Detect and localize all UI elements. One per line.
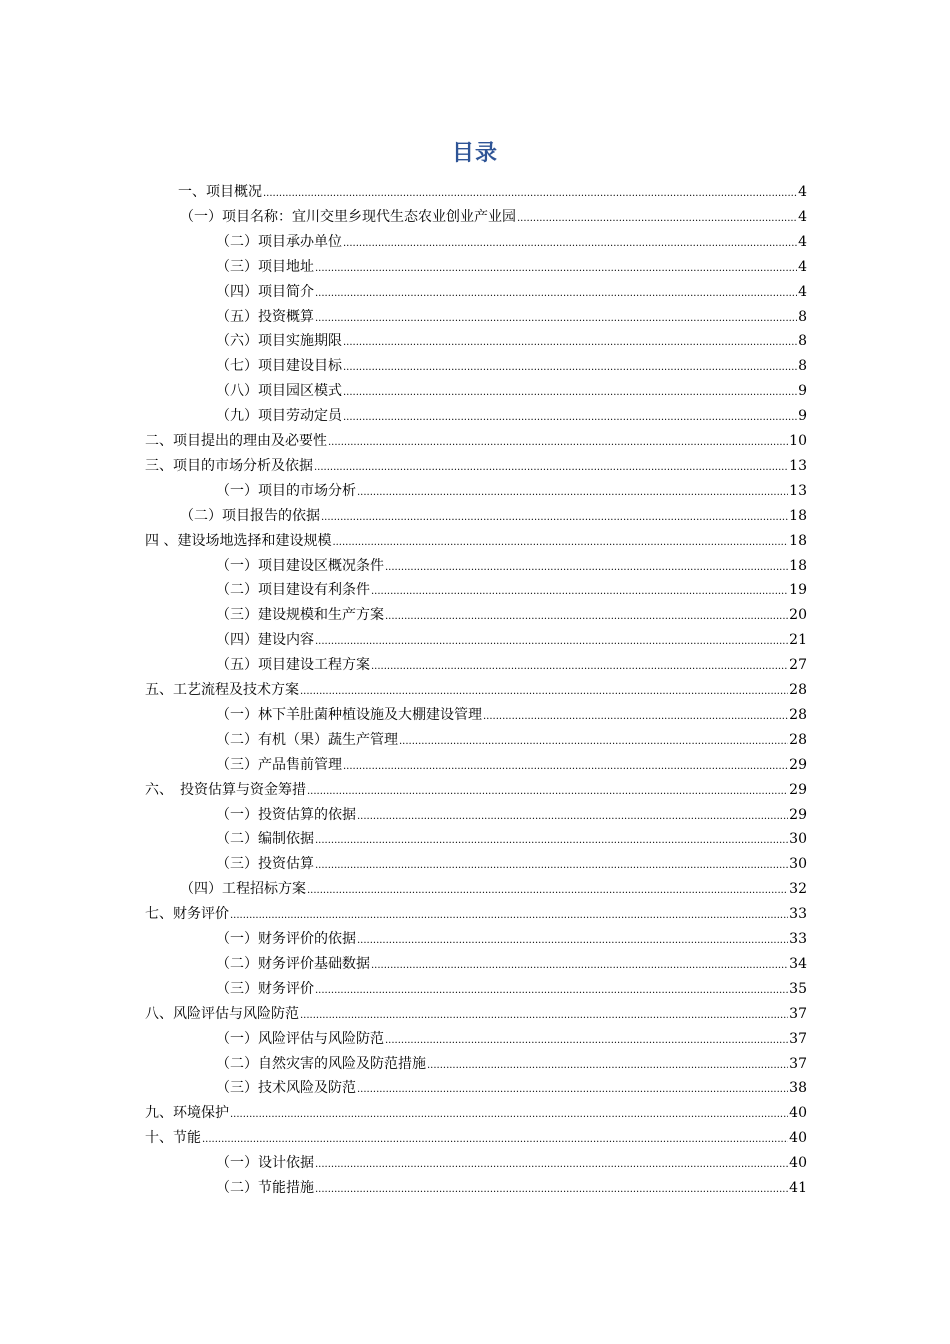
toc-entry-label: （六）项目实施期限 [216, 333, 342, 350]
toc-entry[interactable] [216, 729, 807, 751]
toc-entry[interactable] [216, 281, 807, 303]
toc-dot-leader [357, 1079, 788, 1101]
toc-entry-page-number: 27 [789, 657, 807, 674]
toc-dot-leader [314, 457, 788, 479]
toc-entry-page-number: 19 [789, 582, 807, 599]
toc-dot-leader [315, 855, 788, 877]
toc-dot-leader [307, 880, 788, 902]
toc-entry-label: （二）项目建设有利条件 [216, 582, 370, 599]
toc-entry-page-number: 28 [789, 706, 807, 723]
toc-entry[interactable] [216, 853, 807, 875]
toc-entry-label: （二）财务评价基础数据 [216, 955, 370, 972]
toc-dot-leader [300, 1005, 788, 1027]
toc-dot-leader [343, 382, 797, 404]
toc-entry-page-number: 18 [789, 532, 807, 549]
toc-entry-label: （二）编制依据 [216, 831, 314, 848]
toc-entry-page-number: 13 [789, 457, 807, 474]
toc-entry-page-number: 30 [789, 831, 807, 848]
toc-entry-label: （七）项目建设目标 [216, 358, 342, 375]
toc-dot-leader [300, 681, 788, 703]
toc-dot-leader [307, 781, 788, 803]
toc-entry-label: 七、财务评价 [145, 906, 229, 923]
toc-dot-leader [343, 407, 797, 429]
toc-entry-page-number: 37 [789, 1055, 807, 1072]
toc-entry-label: （一）林下羊肚菌种植设施及大棚建设管理 [216, 706, 482, 723]
toc-entry[interactable] [216, 480, 807, 502]
toc-entry-label: （三）建设规模和生产方案 [216, 607, 384, 624]
toc-dot-leader [230, 1104, 788, 1126]
toc-entry[interactable] [145, 430, 807, 452]
toc-entry-label: （一）项目建设区概况条件 [216, 557, 384, 574]
toc-entry-label: （四）建设内容 [216, 632, 314, 649]
toc-entry-page-number: 30 [789, 856, 807, 873]
toc-entry-page-number: 10 [789, 433, 807, 449]
toc-entry-page-number: 41 [789, 1180, 807, 1196]
toc-entry-label: （三）投资估算 [216, 856, 314, 873]
toc-entry-label: （三）项目地址 [216, 258, 314, 275]
toc-entry[interactable] [216, 306, 807, 328]
toc-entry[interactable] [216, 579, 807, 601]
toc-entry-page-number: 4 [798, 184, 807, 200]
toc-entry-label: 九、环境保护 [145, 1105, 229, 1122]
toc-dot-leader [315, 258, 797, 280]
toc-entry[interactable] [216, 953, 807, 975]
toc-entry[interactable] [145, 1003, 807, 1025]
toc-entry-page-number: 32 [789, 881, 807, 898]
toc-entry-label: （一）投资估算的依据 [216, 806, 356, 823]
toc-entry-label: （二）项目报告的依据 [180, 507, 320, 524]
toc-dot-leader [385, 1030, 788, 1052]
toc-entry[interactable] [216, 704, 807, 726]
toc-dot-leader [202, 1129, 788, 1151]
toc-dot-leader [343, 357, 797, 379]
toc-entry[interactable] [145, 455, 807, 477]
toc-entry-page-number: 40 [789, 1105, 807, 1122]
toc-entry-page-number: 37 [789, 1030, 807, 1047]
toc-dot-leader [315, 1179, 788, 1201]
toc-entry-label: （一）项目名称：宜川交里乡现代生态农业创业产业园 [180, 208, 516, 225]
toc-entry[interactable] [216, 828, 807, 850]
toc-dot-leader [385, 557, 788, 579]
toc-entry-page-number: 33 [789, 931, 807, 947]
toc-dot-leader [315, 308, 797, 330]
toc-dot-leader [263, 183, 797, 205]
toc-entry-page-number: 33 [789, 906, 807, 923]
toc-entry-label: （三）财务评价 [216, 980, 314, 997]
toc-entry-page-number: 37 [789, 1005, 807, 1022]
toc-entry-label: （三）产品售前管理 [216, 756, 342, 773]
toc-entry-label: （二）自然灾害的风险及防范措施 [216, 1055, 426, 1072]
toc-entry[interactable] [216, 804, 807, 826]
toc-entry-label: 六、 投资估算与资金筹措 [145, 781, 306, 798]
toc-entry-label: 二、项目提出的理由及必要性 [145, 433, 327, 449]
toc-entry[interactable] [216, 1028, 807, 1050]
toc-entry-label: （一）项目的市场分析 [216, 482, 356, 499]
toc-entry-page-number: 28 [789, 682, 807, 698]
toc-entry-page-number: 34 [789, 955, 807, 972]
toc-entry-page-number: 13 [789, 482, 807, 499]
toc-entry-label: （四）工程招标方案 [180, 881, 306, 898]
toc-dot-leader [230, 905, 788, 927]
toc-entry-page-number: 9 [798, 408, 807, 425]
toc-entry-label: （二）项目承办单位 [216, 233, 342, 250]
toc-entry-page-number: 8 [798, 308, 807, 325]
toc-entry-label: 一、项目概况 [178, 184, 262, 200]
toc-dot-leader [315, 830, 788, 852]
toc-entry[interactable] [145, 903, 807, 925]
toc-entry[interactable] [216, 380, 807, 402]
toc-dot-leader [357, 482, 788, 504]
toc-entry[interactable] [216, 1077, 807, 1099]
toc-entry-label: 五、工艺流程及技术方案 [145, 682, 299, 698]
toc-entry[interactable] [180, 206, 807, 228]
toc-entry-page-number: 40 [789, 1130, 807, 1147]
toc-dot-leader [357, 806, 788, 828]
toc-entry-label: （一）风险评估与风险防范 [216, 1030, 384, 1047]
toc-dot-leader [371, 656, 788, 678]
toc-entry-label: （五）投资概算 [216, 308, 314, 325]
toc-dot-leader [385, 606, 788, 628]
toc-entry-page-number: 20 [789, 607, 807, 624]
toc-entry[interactable] [216, 754, 807, 776]
toc-entry-label: （二）有机（果）蔬生产管理 [216, 731, 398, 748]
toc-entry[interactable] [145, 1102, 807, 1124]
toc-entry[interactable] [216, 1152, 807, 1174]
toc-dot-leader [371, 955, 788, 977]
toc-entry[interactable] [145, 1127, 807, 1149]
toc-entry-label: 三、项目的市场分析及依据 [145, 457, 313, 474]
toc-entry[interactable] [216, 555, 807, 577]
toc-entry-label: （五）项目建设工程方案 [216, 657, 370, 674]
toc-entry-label: （九）项目劳动定员 [216, 408, 342, 425]
toc-entry[interactable] [216, 405, 807, 427]
toc-entry-page-number: 4 [798, 208, 807, 225]
toc-dot-leader [343, 233, 797, 255]
toc-entry[interactable] [216, 604, 807, 626]
toc-entry-label: （八）项目园区模式 [216, 383, 342, 400]
toc-entry[interactable] [145, 530, 807, 552]
toc-dot-leader [315, 980, 788, 1002]
toc-entry[interactable] [216, 1053, 807, 1075]
toc-entry-page-number: 29 [789, 806, 807, 823]
toc-entry-label: 十、节能 [145, 1130, 201, 1147]
toc-entry[interactable] [216, 330, 807, 352]
toc-dot-leader [427, 1055, 788, 1077]
toc-dot-leader [357, 930, 788, 952]
toc-entry-page-number: 9 [798, 383, 807, 400]
toc-entry-label: 四 、建设场地选择和建设规模 [145, 532, 332, 549]
toc-entry-page-number: 38 [789, 1080, 807, 1097]
toc-entry[interactable] [216, 654, 807, 676]
toc-entry-label: （一）设计依据 [216, 1155, 314, 1172]
toc-dot-leader [483, 706, 788, 728]
toc-entry-page-number: 8 [798, 333, 807, 350]
toc-entry[interactable] [216, 355, 807, 377]
toc-entry[interactable] [180, 878, 807, 900]
toc-entry-label: （一）财务评价的依据 [216, 931, 356, 947]
toc-entry-page-number: 21 [789, 632, 807, 649]
toc-dot-leader [343, 756, 788, 778]
toc-entry-page-number: 35 [789, 980, 807, 997]
toc-dot-leader [328, 432, 788, 454]
toc-entry[interactable] [180, 505, 807, 527]
toc-entry-page-number: 29 [789, 756, 807, 773]
page-title: 目录 [451, 140, 498, 166]
toc-entry-label: （四）项目简介 [216, 283, 314, 300]
toc-dot-leader [332, 532, 788, 554]
toc-dot-leader [343, 332, 797, 354]
toc-entry-page-number: 4 [798, 233, 807, 250]
toc-entry-page-number: 18 [789, 507, 807, 524]
toc-entry-page-number: 29 [789, 781, 807, 798]
toc-entry-page-number: 18 [789, 557, 807, 574]
toc-entry-page-number: 40 [789, 1155, 807, 1172]
toc-dot-leader [315, 1154, 788, 1176]
toc-entry[interactable] [145, 779, 807, 801]
toc-entry[interactable] [216, 978, 807, 1000]
toc-dot-leader [517, 208, 797, 230]
toc-dot-leader [315, 283, 797, 305]
toc-entry[interactable] [145, 679, 807, 701]
toc-dot-leader [371, 581, 788, 603]
toc-dot-leader [315, 631, 788, 653]
toc-dot-leader [399, 731, 788, 753]
toc-entry[interactable] [178, 181, 807, 203]
toc-entry-page-number: 4 [798, 258, 807, 275]
toc-entry-page-number: 4 [798, 283, 807, 300]
toc-entry-label: （二）节能措施 [216, 1180, 314, 1196]
toc-entry[interactable] [216, 928, 807, 950]
toc-dot-leader [321, 507, 788, 529]
toc-entry-label: （三）技术风险及防范 [216, 1080, 356, 1097]
toc-entry-page-number: 28 [789, 731, 807, 748]
toc-entry[interactable] [216, 256, 807, 278]
toc-entry[interactable] [216, 1177, 807, 1199]
toc-entry-page-number: 8 [798, 358, 807, 375]
toc-entry[interactable] [216, 629, 807, 651]
toc-entry[interactable] [216, 231, 807, 253]
toc-entry-label: 八、风险评估与风险防范 [145, 1005, 299, 1022]
